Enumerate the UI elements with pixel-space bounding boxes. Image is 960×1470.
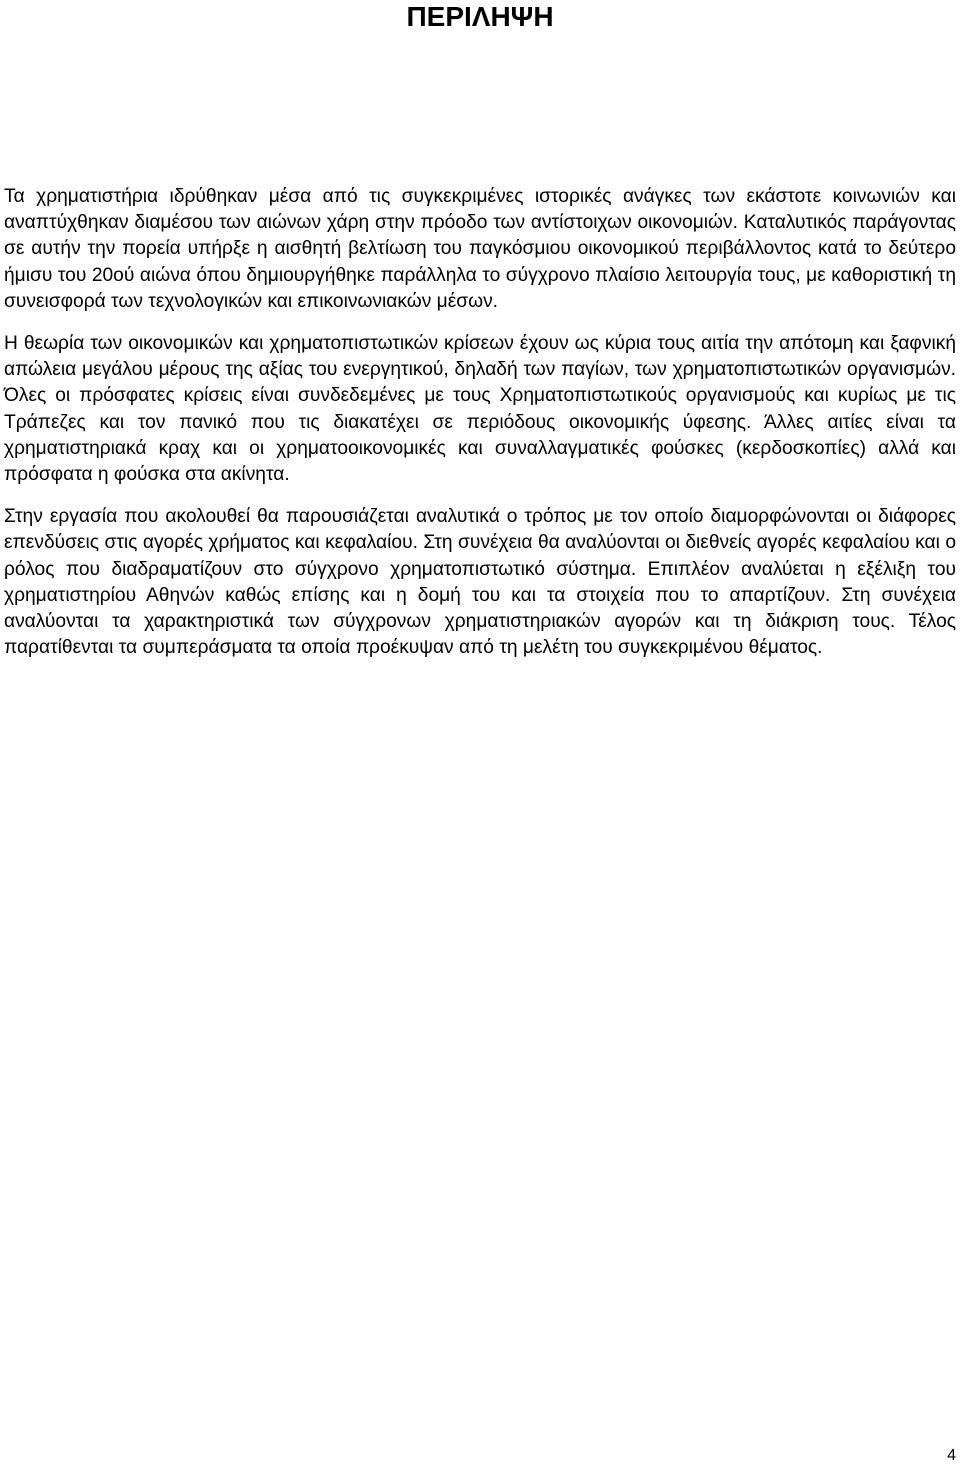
page-title: ΠΕΡΙΛΗΨΗ: [406, 1, 554, 32]
paragraph-history: Τα χρηματιστήρια ιδρύθηκαν μέσα από τις συγκεκριμένες ιστορικές ανάγκες των εκάστοτε κοινωνιών και αναπτύχθηκαν διαμέσου των αιώνων χάρη στην πρόοδο των αντίστοιχων οικονομιών. Καταλυτικός παράγοντας σε αυτήν την πορεία υπήρξε η αισθητή βελτίωση του παγκόσμιου οικονομικού περιβάλλοντος κατά το δεύτερο ήμισυ του 20ού αιώνα όπου δημιουργήθηκε παράλληλα το σύγχρονο πλαίσιο λειτουργία τους, με καθοριστική τη συνεισφορά των τεχνολογικών και επικοινωνιακών μέσων.: [4, 186, 956, 312]
page-number: 4: [947, 1447, 956, 1464]
summary-body: [4, 184, 956, 677]
paragraph-crises: Η θεωρία των οικονομικών και χρηματοπιστωτικών κρίσεων έχουν ως κύρια τους αιτία την απότομη και ξαφνική απώλεια μεγάλου μέρους της αξίας του ενεργητικού, δηλαδή των παγίων, των χρηματοπιστωτικών οργανισμών. Όλες οι πρόσφατες κρίσεις είναι συνδεδεμένες με τους Χρηματοπιστωτικούς οργανισμούς και κυρίως με τις Τράπεζες και τον πανικό που τις διακατέχει σε περιόδους οικονομικής ύφεσης. Άλλες αιτίες είναι τα χρηματιστηριακά κραχ και οι χρηματοοικονομικές και συναλλαγματικές φούσκες (κερδοσκοπίες) αλλά και πρόσφατα η φούσκα στα ακίνητα.: [4, 333, 956, 486]
paragraph-structure: Στην εργασία που ακολουθεί θα παρουσιάζεται αναλυτικά ο τρόπος με τον οποίο διαμορφώνονται οι διάφορες επενδύσεις στις αγορές χρήματος και κεφαλαίου. Στη συνέχεια θα αναλύονται οι διεθνείς αγορές κεφαλαίου και ο ρόλος που διαδραματίζουν στο σύγχρονο χρηματοπιστωτικό σύστημα. Επιπλέον αναλύεται η εξέλιξη του χρηματιστηρίου Αθηνών καθώς επίσης και η δομή του και τα στοιχεία που το απαρτίζουν. Στη συνέχεια αναλύονται τα χαρακτηριστικά των σύγχρονων χρηματιστηριακών αγορών και τη διάκριση τους. Τέλος παρατίθενται τα συμπεράσματα τα οποία προέκυψαν από τη μελέτη του συγκεκριμένου θέματος.: [4, 506, 956, 659]
